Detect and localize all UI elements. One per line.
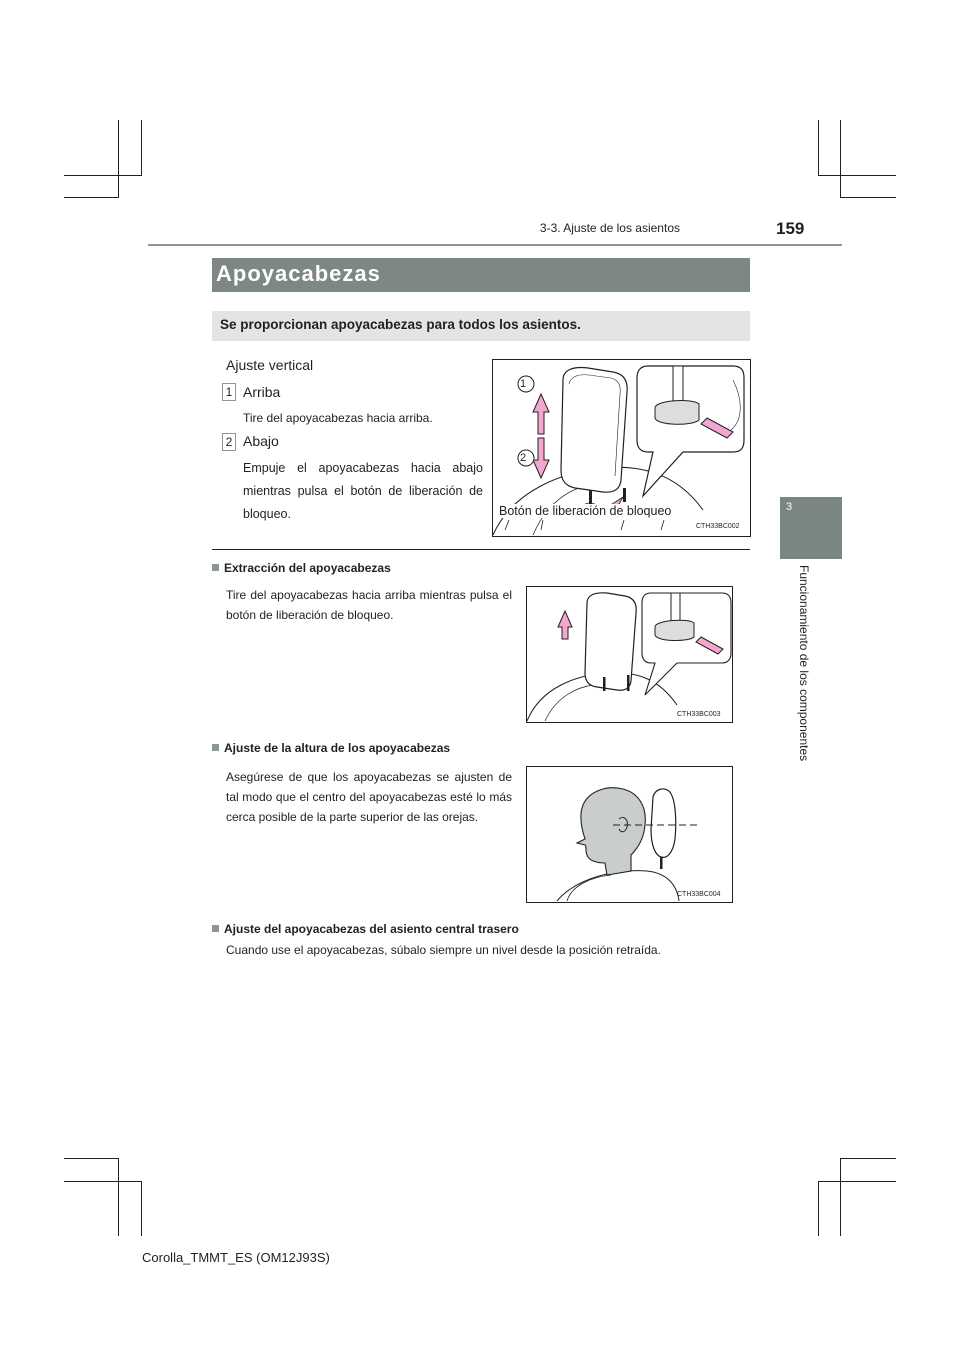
rear-center-text: Cuando use el apoyacabezas, súbalo siempre un nivel desde la posición retraída.	[226, 943, 661, 957]
page-title: Apoyacabezas	[216, 261, 381, 286]
callout-1: 1	[520, 378, 527, 390]
chapter-tab	[780, 497, 842, 559]
intro-text: Se proporcionan apoyacabezas para todos los asientos.	[220, 317, 581, 332]
crop-mark	[64, 1181, 142, 1182]
removal-illustration	[527, 587, 732, 722]
item-title: Arriba	[243, 384, 281, 400]
height-illustration	[527, 767, 732, 902]
section-divider	[212, 549, 750, 550]
height-text: Asegúrese de que los apoyacabezas se ajusten de tal modo que el centro del apoyacabezas esté lo más cerca posible de la parte superior de las orejas.	[226, 770, 512, 824]
chapter-title: Funcionamiento de los componentes	[797, 565, 811, 762]
crop-mark	[64, 1158, 118, 1159]
page-title-bar	[212, 258, 750, 292]
footer-doc-id: Corolla_TMMT_ES (OM12J93S)	[142, 1250, 330, 1265]
crop-mark	[840, 1158, 896, 1159]
figure-code: CTH33BC002	[696, 523, 740, 530]
crop-mark	[818, 1181, 896, 1182]
crop-mark	[840, 197, 896, 198]
item-number: 1	[222, 383, 236, 401]
bullet-icon	[212, 564, 219, 571]
release-button-label: Botón de liberación de bloqueo	[499, 504, 672, 518]
vertical-heading: Ajuste vertical	[226, 357, 314, 373]
removal-heading	[212, 561, 391, 575]
callout-2: 2	[520, 452, 527, 464]
crop-mark	[64, 175, 142, 176]
removal-text: Tire del apoyacabezas hacia arriba mientras pulsa el botón de liberación de bloqueo.	[226, 588, 512, 622]
crop-mark	[118, 120, 119, 198]
headrest-vertical-figure	[492, 359, 751, 537]
intro-box	[212, 311, 750, 341]
header-rule	[148, 244, 842, 246]
crop-mark	[840, 120, 841, 198]
page-number: 159	[776, 219, 805, 238]
rear-center-heading	[212, 922, 519, 936]
crop-mark	[818, 120, 819, 175]
crop-mark	[818, 1181, 819, 1236]
bullet-icon	[212, 925, 219, 932]
headrest-removal-figure	[526, 586, 733, 723]
section-label: 3-3. Ajuste de los asientos	[539, 221, 680, 235]
item-number: 2	[222, 433, 236, 451]
chapter-number: 3	[786, 501, 793, 513]
crop-mark	[141, 1181, 142, 1236]
crop-mark	[118, 1158, 119, 1236]
crop-mark	[818, 175, 896, 176]
crop-mark	[840, 1158, 841, 1236]
removal-heading-text: Extracción del apoyacabezas	[224, 561, 391, 575]
figure-code: CTH33BC003	[677, 711, 721, 718]
height-heading	[212, 741, 450, 755]
item-text: Tire del apoyacabezas hacia arriba.	[243, 411, 433, 425]
height-heading-text: Ajuste de la altura de los apoyacabezas	[224, 741, 451, 755]
crop-mark	[64, 197, 118, 198]
headrest-height-figure	[526, 766, 733, 903]
item-title: Abajo	[243, 433, 279, 449]
bullet-icon	[212, 744, 219, 751]
item-text: Empuje el apoyacabezas hacia abajo mientras pulsa el botón de liberación de bloqueo.	[243, 461, 483, 521]
crop-mark	[141, 120, 142, 175]
rear-center-heading-text: Ajuste del apoyacabezas del asiento central trasero	[224, 922, 519, 936]
figure-code: CTH33BC004	[677, 891, 721, 898]
